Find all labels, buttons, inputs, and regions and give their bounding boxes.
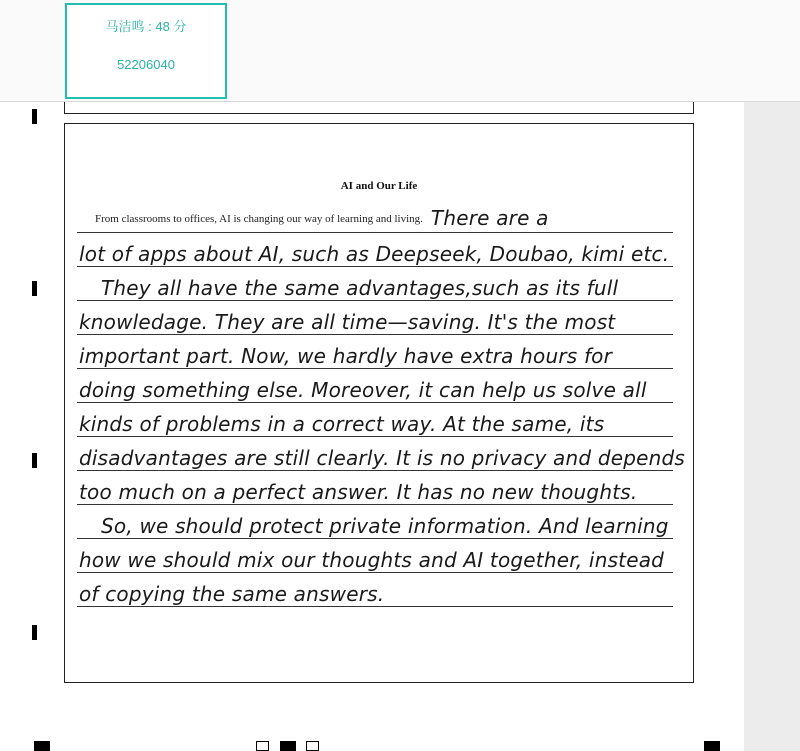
score-text: 马洁鸣 : 48 分 — [105, 19, 187, 34]
previous-answer-box — [64, 101, 694, 114]
corner-marker — [280, 741, 296, 751]
corner-marker — [704, 741, 720, 751]
student-id: 52206040 — [117, 57, 175, 72]
essay-line-2: lot of apps about AI, such as Deepseek, Doubao, kimi etc. — [79, 242, 670, 266]
ruled-line — [77, 402, 673, 403]
scan-mark — [256, 741, 269, 751]
essay-line-8: disadvantages are still clearly. It is no privacy and depends — [79, 446, 686, 470]
ruled-line — [77, 572, 673, 573]
ruled-line — [77, 606, 673, 607]
essay-line-6: doing something else. Moreover, it can help us solve all — [79, 378, 647, 402]
essay-line-12: of copying the same answers. — [79, 582, 385, 606]
ruled-line — [77, 470, 673, 471]
top-bar — [0, 0, 800, 102]
ruled-line — [77, 334, 673, 335]
alignment-marker — [32, 625, 37, 640]
essay-line-7: kinds of problems in a correct way. At the same, its — [79, 412, 605, 436]
essay-line-3: They all have the same advantages,such as its full — [101, 276, 619, 300]
essay-line-9: too much on a perfect answer. It has no new thoughts. — [79, 480, 638, 504]
scroll-gutter — [744, 101, 800, 751]
handwritten-text: There are a — [430, 206, 549, 230]
ruled-line — [77, 504, 673, 505]
scan-mark — [306, 741, 319, 751]
essay-line-11: how we should mix our thoughts and AI together, instead — [79, 548, 665, 572]
essay-line-10: So, we should protect private information. And learning — [101, 514, 669, 538]
corner-marker — [34, 741, 50, 751]
alignment-marker — [32, 453, 37, 468]
ruled-line — [77, 368, 673, 369]
essay-line-1 — [79, 206, 684, 230]
alignment-marker — [32, 281, 37, 296]
essay-answer-box — [64, 123, 694, 683]
essay-line-4: knowledage. They are all time—saving. It's the most — [79, 310, 616, 334]
essay-line-5: important part. Now, we hardly have extra hours for — [79, 344, 613, 368]
answer-sheet-image — [12, 101, 744, 751]
ruled-line — [77, 538, 673, 539]
ruled-line — [77, 232, 673, 233]
essay-prompt: From classrooms to offices, AI is changing our way of learning and living. — [95, 213, 423, 225]
alignment-marker — [32, 109, 37, 124]
score-card[interactable] — [65, 3, 227, 99]
ruled-line — [77, 436, 673, 437]
ruled-line — [77, 266, 673, 267]
essay-title: AI and Our Life — [340, 180, 418, 192]
ruled-line — [77, 300, 673, 301]
